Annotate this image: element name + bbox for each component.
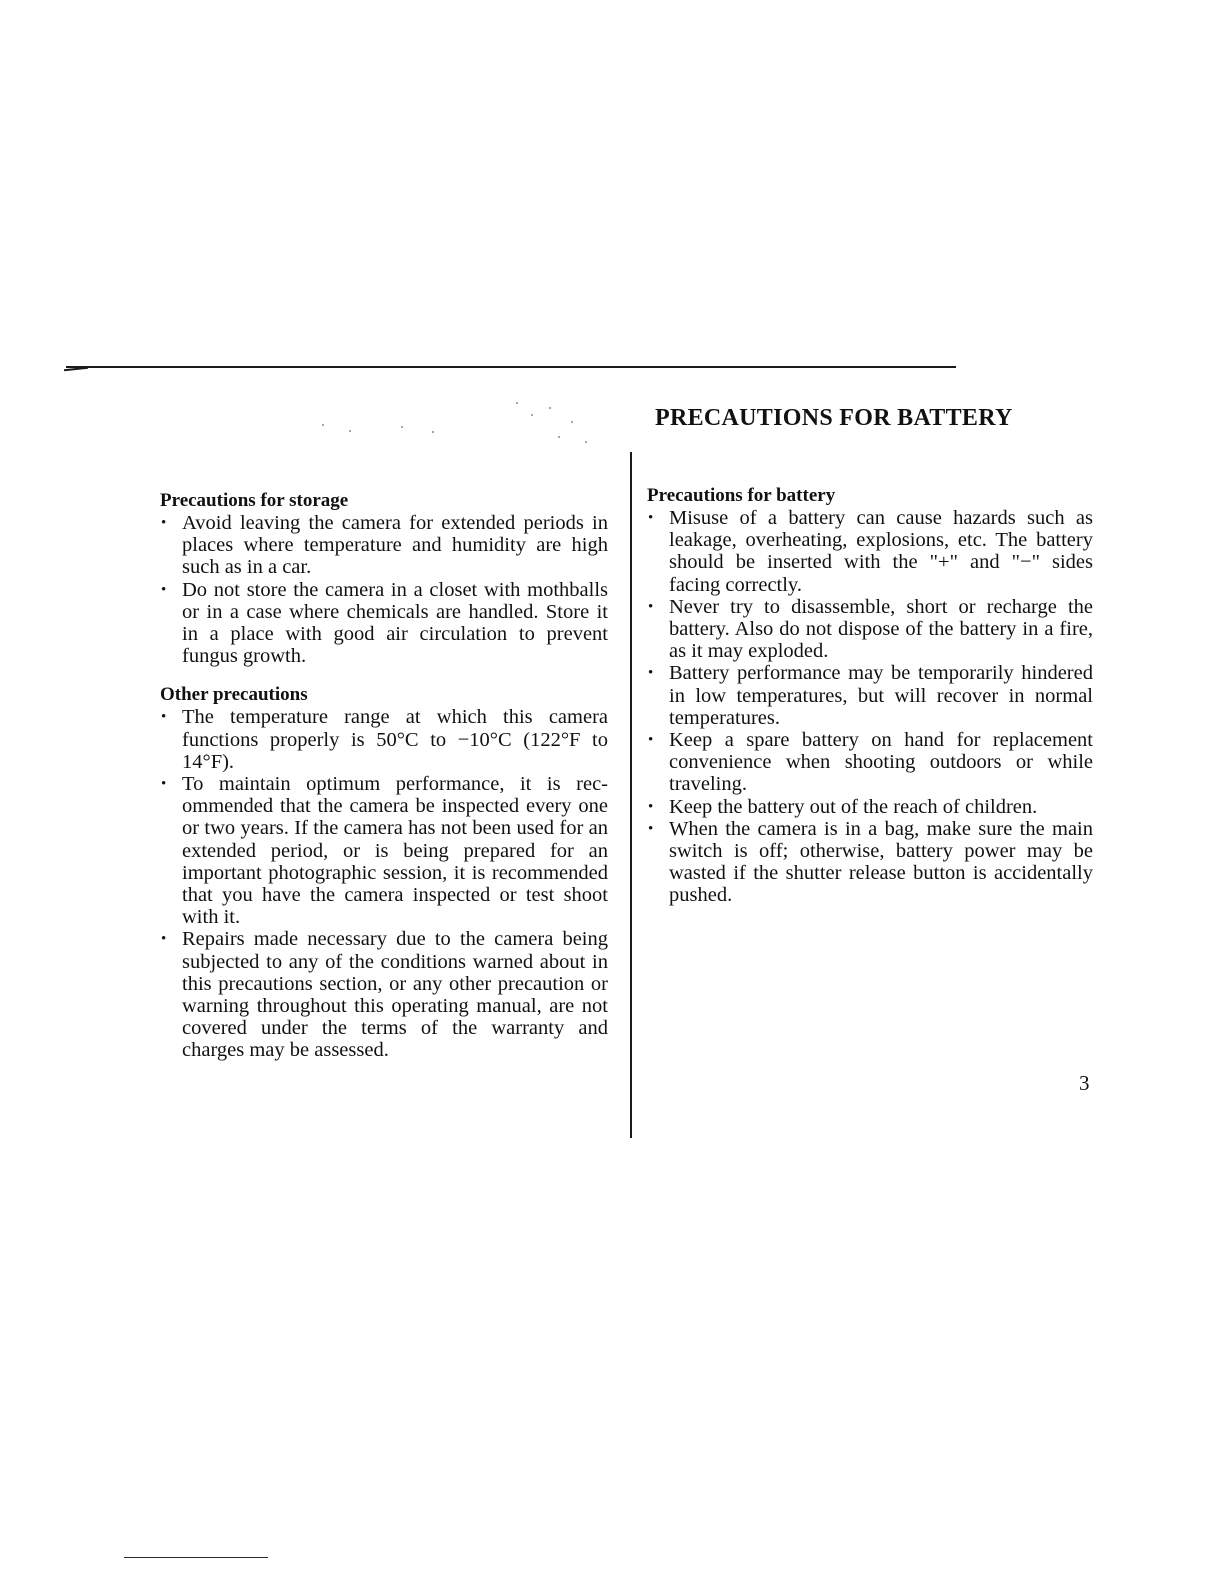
list-item: • Misuse of a battery can cause hazards such as leakage, overheating, explosions, etc. The battery should be inserted with the "+" and "−" sides facing correctly. (647, 507, 1093, 596)
column-divider (630, 452, 632, 1138)
battery-list (647, 507, 1093, 907)
storage-heading: Precautions for storage (160, 490, 349, 511)
list-item: • To maintain optimum performance, it is recommended that the camera be inspected every one or two years. If the camera has not been used for an extended period, or is being prepared for an important photographic session, it is recommended that you have the camera inspected or test shoot with it. (160, 773, 608, 928)
header-rule (66, 366, 956, 368)
list-item: • Never try to disassemble, short or recharge the battery. Also do not dispose of the battery in a fire, as it may exploded. (647, 596, 1093, 663)
list-item: • Keep the battery out of the reach of children. (647, 796, 1093, 818)
list-item: • Do not store the camera in a closet with mothballs or in a case where chemicals are handled. Store it in a place with good air circulation to prevent fungus growth. (160, 579, 608, 668)
list-item: • Keep a spare battery on hand for replacement convenience when shooting outdoors or while traveling. (647, 729, 1093, 796)
footer-rule (124, 1557, 268, 1558)
other-precautions-heading: Other precautions (160, 684, 308, 706)
storage-list (160, 512, 608, 667)
battery-heading: Precautions for battery (647, 485, 836, 506)
right-column (647, 485, 1093, 907)
list-item: • Battery performance may be temporarily hindered in low temperatures, but will recover in normal temperatures. (647, 662, 1093, 729)
page-title: PRECAUTIONS FOR BATTERY (655, 405, 1013, 431)
list-item: • Avoid leaving the camera for extended periods in places where temperature and humidity are high such as in a car. (160, 512, 608, 579)
left-column (160, 490, 608, 1062)
other-precautions-list (160, 706, 608, 1061)
list-item: • The temperature range at which this camera functions properly is 50°C to −10°C (122°F to 14°F). (160, 706, 608, 773)
page-number: 3 (1079, 1071, 1090, 1095)
list-item: • When the camera is in a bag, make sure the main switch is off; otherwise, battery power may be wasted if the shutter release button is accidentally pushed. (647, 818, 1093, 907)
list-item: • Repairs made necessary due to the camera being subjected to any of the conditions warned about in this precautions section, or any other precaution or warning throughout this operating manual, are not covered under the terms of the warranty and charges may be assessed. (160, 928, 608, 1061)
